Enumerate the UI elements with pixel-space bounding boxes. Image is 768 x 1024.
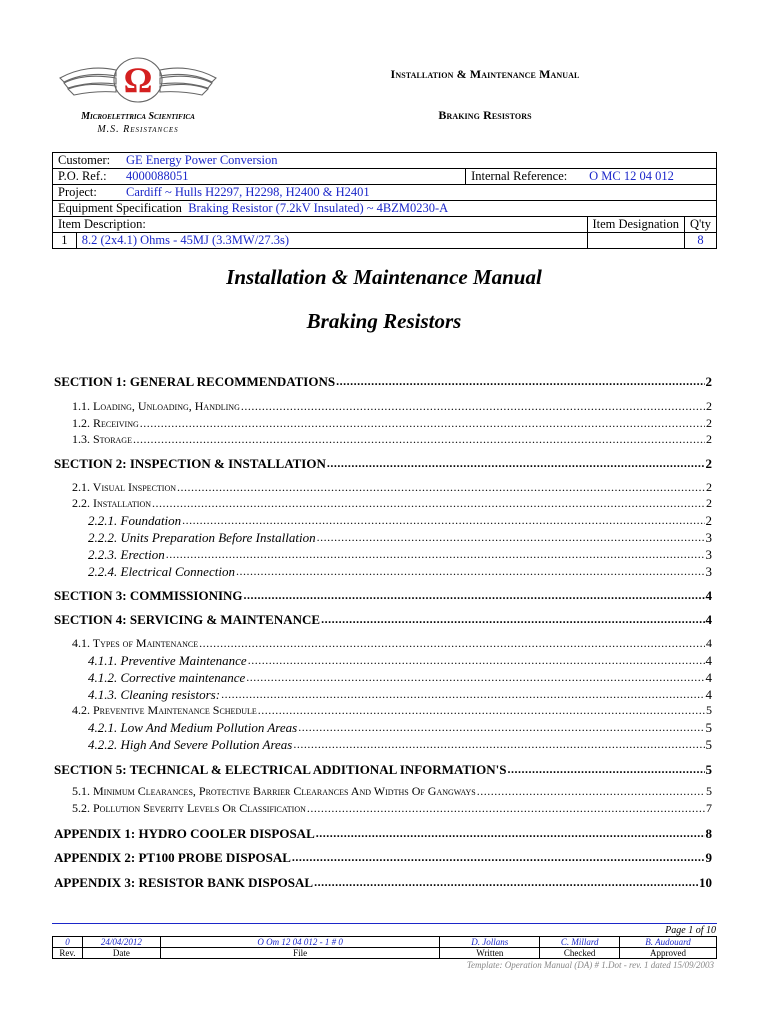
toc-entry[interactable] <box>88 670 712 685</box>
toc-entry-page: 5 <box>706 784 712 798</box>
logo-company-text: Microelettrica Scientifica <box>81 111 195 122</box>
toc-entry-title: APPENDIX 1: HYDRO COOLER DISPOSAL <box>54 826 315 841</box>
internal-ref-value: O MC 12 04 012 <box>589 169 674 183</box>
checked-label: Checked <box>540 948 620 959</box>
toc-entry[interactable] <box>54 374 712 389</box>
toc-entry[interactable] <box>72 784 712 799</box>
toc-leader-dots <box>140 416 705 431</box>
toc-leader-dots <box>298 720 704 735</box>
toc-entry-page: 4 <box>705 670 712 685</box>
toc-entry[interactable] <box>88 737 712 752</box>
toc-entry-page: 10 <box>699 875 712 890</box>
toc-leader-dots <box>241 399 705 414</box>
toc-entry[interactable] <box>72 801 712 816</box>
toc-entry[interactable] <box>88 564 712 579</box>
toc-entry-page: 4 <box>706 636 712 650</box>
toc-leader-dots <box>307 801 705 816</box>
toc-entry-title: 5.1. Minimum Clearances, Protective Barrier Clearances And Widths Of Gangways <box>72 784 476 798</box>
date-value: 24/04/2012 <box>82 937 160 948</box>
toc-entry[interactable] <box>54 612 712 627</box>
toc-leader-dots <box>317 530 705 545</box>
toc-entry-page: 2 <box>705 513 712 528</box>
toc-entry[interactable] <box>72 399 712 414</box>
toc-entry-page: 9 <box>705 850 712 865</box>
toc-entry-page: 5 <box>705 762 712 777</box>
toc-entry-title: 4.2.1. Low And Medium Pollution Areas <box>88 720 298 735</box>
toc-entry[interactable] <box>54 850 712 865</box>
toc-entry[interactable] <box>72 480 712 495</box>
toc-entry-page: 5 <box>705 720 712 735</box>
toc-entry-title: SECTION 3: COMMISSIONING <box>54 588 243 603</box>
toc-entry-title: 1.2. Receiving <box>72 416 139 430</box>
toc-leader-dots <box>244 588 705 603</box>
toc-entry-title: SECTION 2: INSPECTION & INSTALLATION <box>54 456 326 471</box>
customer-row <box>53 153 717 169</box>
toc-entry-page: 2 <box>705 374 712 389</box>
customer-label: Customer: <box>58 153 111 167</box>
footer-labels-row <box>53 948 717 959</box>
toc-entry-page: 5 <box>705 737 712 752</box>
toc-entry-page: 5 <box>706 703 712 717</box>
toc-entry-title: 4.1.3. Cleaning resistors: <box>88 687 221 702</box>
toc-entry-page: 2 <box>706 496 712 510</box>
customer-value: GE Energy Power Conversion <box>126 153 278 167</box>
toc-entry-title: SECTION 1: GENERAL RECOMMENDATIONS <box>54 374 336 389</box>
qty-label: Q'ty <box>684 217 716 233</box>
toc-entry-page: 4 <box>705 588 712 603</box>
toc-leader-dots <box>221 687 704 702</box>
toc-leader-dots <box>177 480 705 495</box>
date-label: Date <box>82 948 160 959</box>
toc-entry-title: 2.2.1. Foundation <box>88 513 182 528</box>
toc-entry-title: SECTION 4: SERVICING & MAINTENANCE <box>54 612 321 627</box>
logo-wings-icon <box>58 52 218 138</box>
toc-leader-dots <box>182 513 704 528</box>
info-table <box>52 152 717 249</box>
item-description-label: Item Description: <box>53 217 588 233</box>
toc-entry-title: 2.2.2. Units Preparation Before Installation <box>88 530 316 545</box>
toc-entry-page: 2 <box>706 480 712 494</box>
toc-entry[interactable] <box>88 653 712 668</box>
toc-entry-page: 8 <box>705 826 712 841</box>
toc-leader-dots <box>199 636 705 651</box>
toc-entry[interactable] <box>54 875 712 890</box>
po-label: P.O. Ref.: <box>58 169 107 183</box>
toc-leader-dots <box>314 875 698 890</box>
equipment-label: Equipment Specification <box>58 201 182 215</box>
toc-entry[interactable] <box>72 432 712 447</box>
project-row <box>53 185 717 201</box>
company-logo <box>58 52 218 138</box>
po-row <box>53 169 717 185</box>
toc-entry-page: 2 <box>705 456 712 471</box>
toc-entry[interactable] <box>72 416 712 431</box>
toc-entry-page: 2 <box>706 432 712 446</box>
item-header-row <box>53 217 717 233</box>
approved-label: Approved <box>620 948 717 959</box>
toc-entry[interactable] <box>88 687 712 702</box>
toc-leader-dots <box>258 703 705 718</box>
toc-entry-page: 3 <box>705 547 712 562</box>
toc-leader-dots <box>507 762 704 777</box>
toc-entry-title: 1.1. Loading, Unloading, Handling <box>72 399 240 413</box>
toc-entry[interactable] <box>72 636 712 651</box>
equipment-value: Braking Resistor (7.2kV Insulated) ~ 4BZM0230-A <box>188 201 449 215</box>
toc-entry-title: 2.2.3. Erection <box>88 547 165 562</box>
toc-leader-dots <box>248 653 705 668</box>
toc-entry-page: 4 <box>705 612 712 627</box>
footer-revision-table <box>52 936 717 959</box>
toc-leader-dots <box>477 784 705 799</box>
toc-entry[interactable] <box>54 456 712 471</box>
toc-entry-title: 4.1. Types of Maintenance <box>72 636 199 650</box>
toc-entry-title: SECTION 5: TECHNICAL & ELECTRICAL ADDITIONAL INFORMATION'S <box>54 762 507 777</box>
equipment-row <box>53 201 717 217</box>
approved-value: B. Audouard <box>620 937 717 948</box>
rev-value: 0 <box>53 937 83 948</box>
svg-text:Ω: Ω <box>123 60 153 100</box>
file-value: O Om 12 04 012 - 1 # 0 <box>160 937 439 948</box>
toc-entry-page: 4 <box>705 687 712 702</box>
toc-entry[interactable] <box>54 826 712 841</box>
item-designation-value <box>587 233 684 249</box>
header-title: Installation & Maintenance Manual <box>390 67 580 81</box>
qty-value: 8 <box>684 233 716 249</box>
project-label: Project: <box>58 185 97 199</box>
toc-entry-page: 2 <box>706 399 712 413</box>
toc-entry-title: APPENDIX 3: RESISTOR BANK DISPOSAL <box>54 875 314 890</box>
toc-entry-title: 1.3. Storage <box>72 432 132 446</box>
toc-entry-title: APPENDIX 2: PT100 PROBE DISPOSAL <box>54 850 291 865</box>
checked-value: C. Millard <box>540 937 620 948</box>
toc-leader-dots <box>166 547 705 562</box>
po-value: 4000088051 <box>126 169 189 183</box>
toc-entry-title: 2.1. Visual Inspection <box>72 480 177 494</box>
header-subtitle: Braking Resistors <box>438 108 532 122</box>
toc-leader-dots <box>246 670 704 685</box>
written-label: Written <box>440 948 540 959</box>
toc-entry[interactable] <box>54 762 712 777</box>
toc-entry-page: 4 <box>705 653 712 668</box>
written-value: D. Jollans <box>440 937 540 948</box>
document-subtitle: Braking Resistors <box>306 309 462 333</box>
toc-leader-dots <box>321 612 704 627</box>
item-row <box>53 233 717 249</box>
toc-entry-title: 2.2.4. Electrical Connection <box>88 564 235 579</box>
toc-leader-dots <box>133 432 705 447</box>
toc-entry-page: 3 <box>705 530 712 545</box>
logo-division-text: M.S. Resistances <box>97 124 179 135</box>
project-value: Cardiff ~ Hulls H2297, H2298, H2400 & H2401 <box>126 185 370 199</box>
toc-leader-dots <box>336 374 704 389</box>
toc-leader-dots <box>292 850 705 865</box>
internal-ref-label: Internal Reference: <box>471 169 568 183</box>
toc-entry-page: 7 <box>706 801 712 815</box>
toc-entry[interactable] <box>72 703 712 718</box>
toc-leader-dots <box>316 826 705 841</box>
template-note: Template: Operation Manual (DA) # 1.Dot - rev. 1 dated 15/09/2003 <box>466 960 714 970</box>
toc-leader-dots <box>327 456 705 471</box>
toc-entry-title: 5.2. Pollution Severity Levels Or Classification <box>72 801 306 815</box>
toc-entry-title: 4.1.2. Corrective maintenance <box>88 670 246 685</box>
footer-divider <box>52 923 717 924</box>
item-designation-label: Item Designation <box>587 217 684 233</box>
toc-entry-page: 3 <box>705 564 712 579</box>
toc-entry[interactable] <box>72 496 712 511</box>
page-number: Page 1 of 10 <box>665 925 716 936</box>
toc-entry[interactable] <box>88 513 712 528</box>
rev-label: Rev. <box>53 948 83 959</box>
toc-entry[interactable] <box>54 588 712 603</box>
toc-entry-title: 4.1.1. Preventive Maintenance <box>88 653 247 668</box>
document-title: Installation & Maintenance Manual <box>226 265 542 289</box>
toc-entry[interactable] <box>88 530 712 545</box>
toc-leader-dots <box>293 737 704 752</box>
footer-values-row <box>53 937 717 948</box>
toc-leader-dots <box>236 564 705 579</box>
toc-entry[interactable] <box>88 720 712 735</box>
toc-entry-page: 2 <box>706 416 712 430</box>
file-label: File <box>160 948 439 959</box>
toc-entry-title: 4.2.2. High And Severe Pollution Areas <box>88 737 293 752</box>
toc-entry-title: 2.2. Installation <box>72 496 152 510</box>
item-value: 8.2 (2x4.1) Ohms - 45MJ (3.3MW/27.3s) <box>76 233 587 249</box>
toc-leader-dots <box>152 496 705 511</box>
item-number: 1 <box>53 233 77 249</box>
toc-entry[interactable] <box>88 547 712 562</box>
toc-entry-title: 4.2. Preventive Maintenance Schedule <box>72 703 257 717</box>
